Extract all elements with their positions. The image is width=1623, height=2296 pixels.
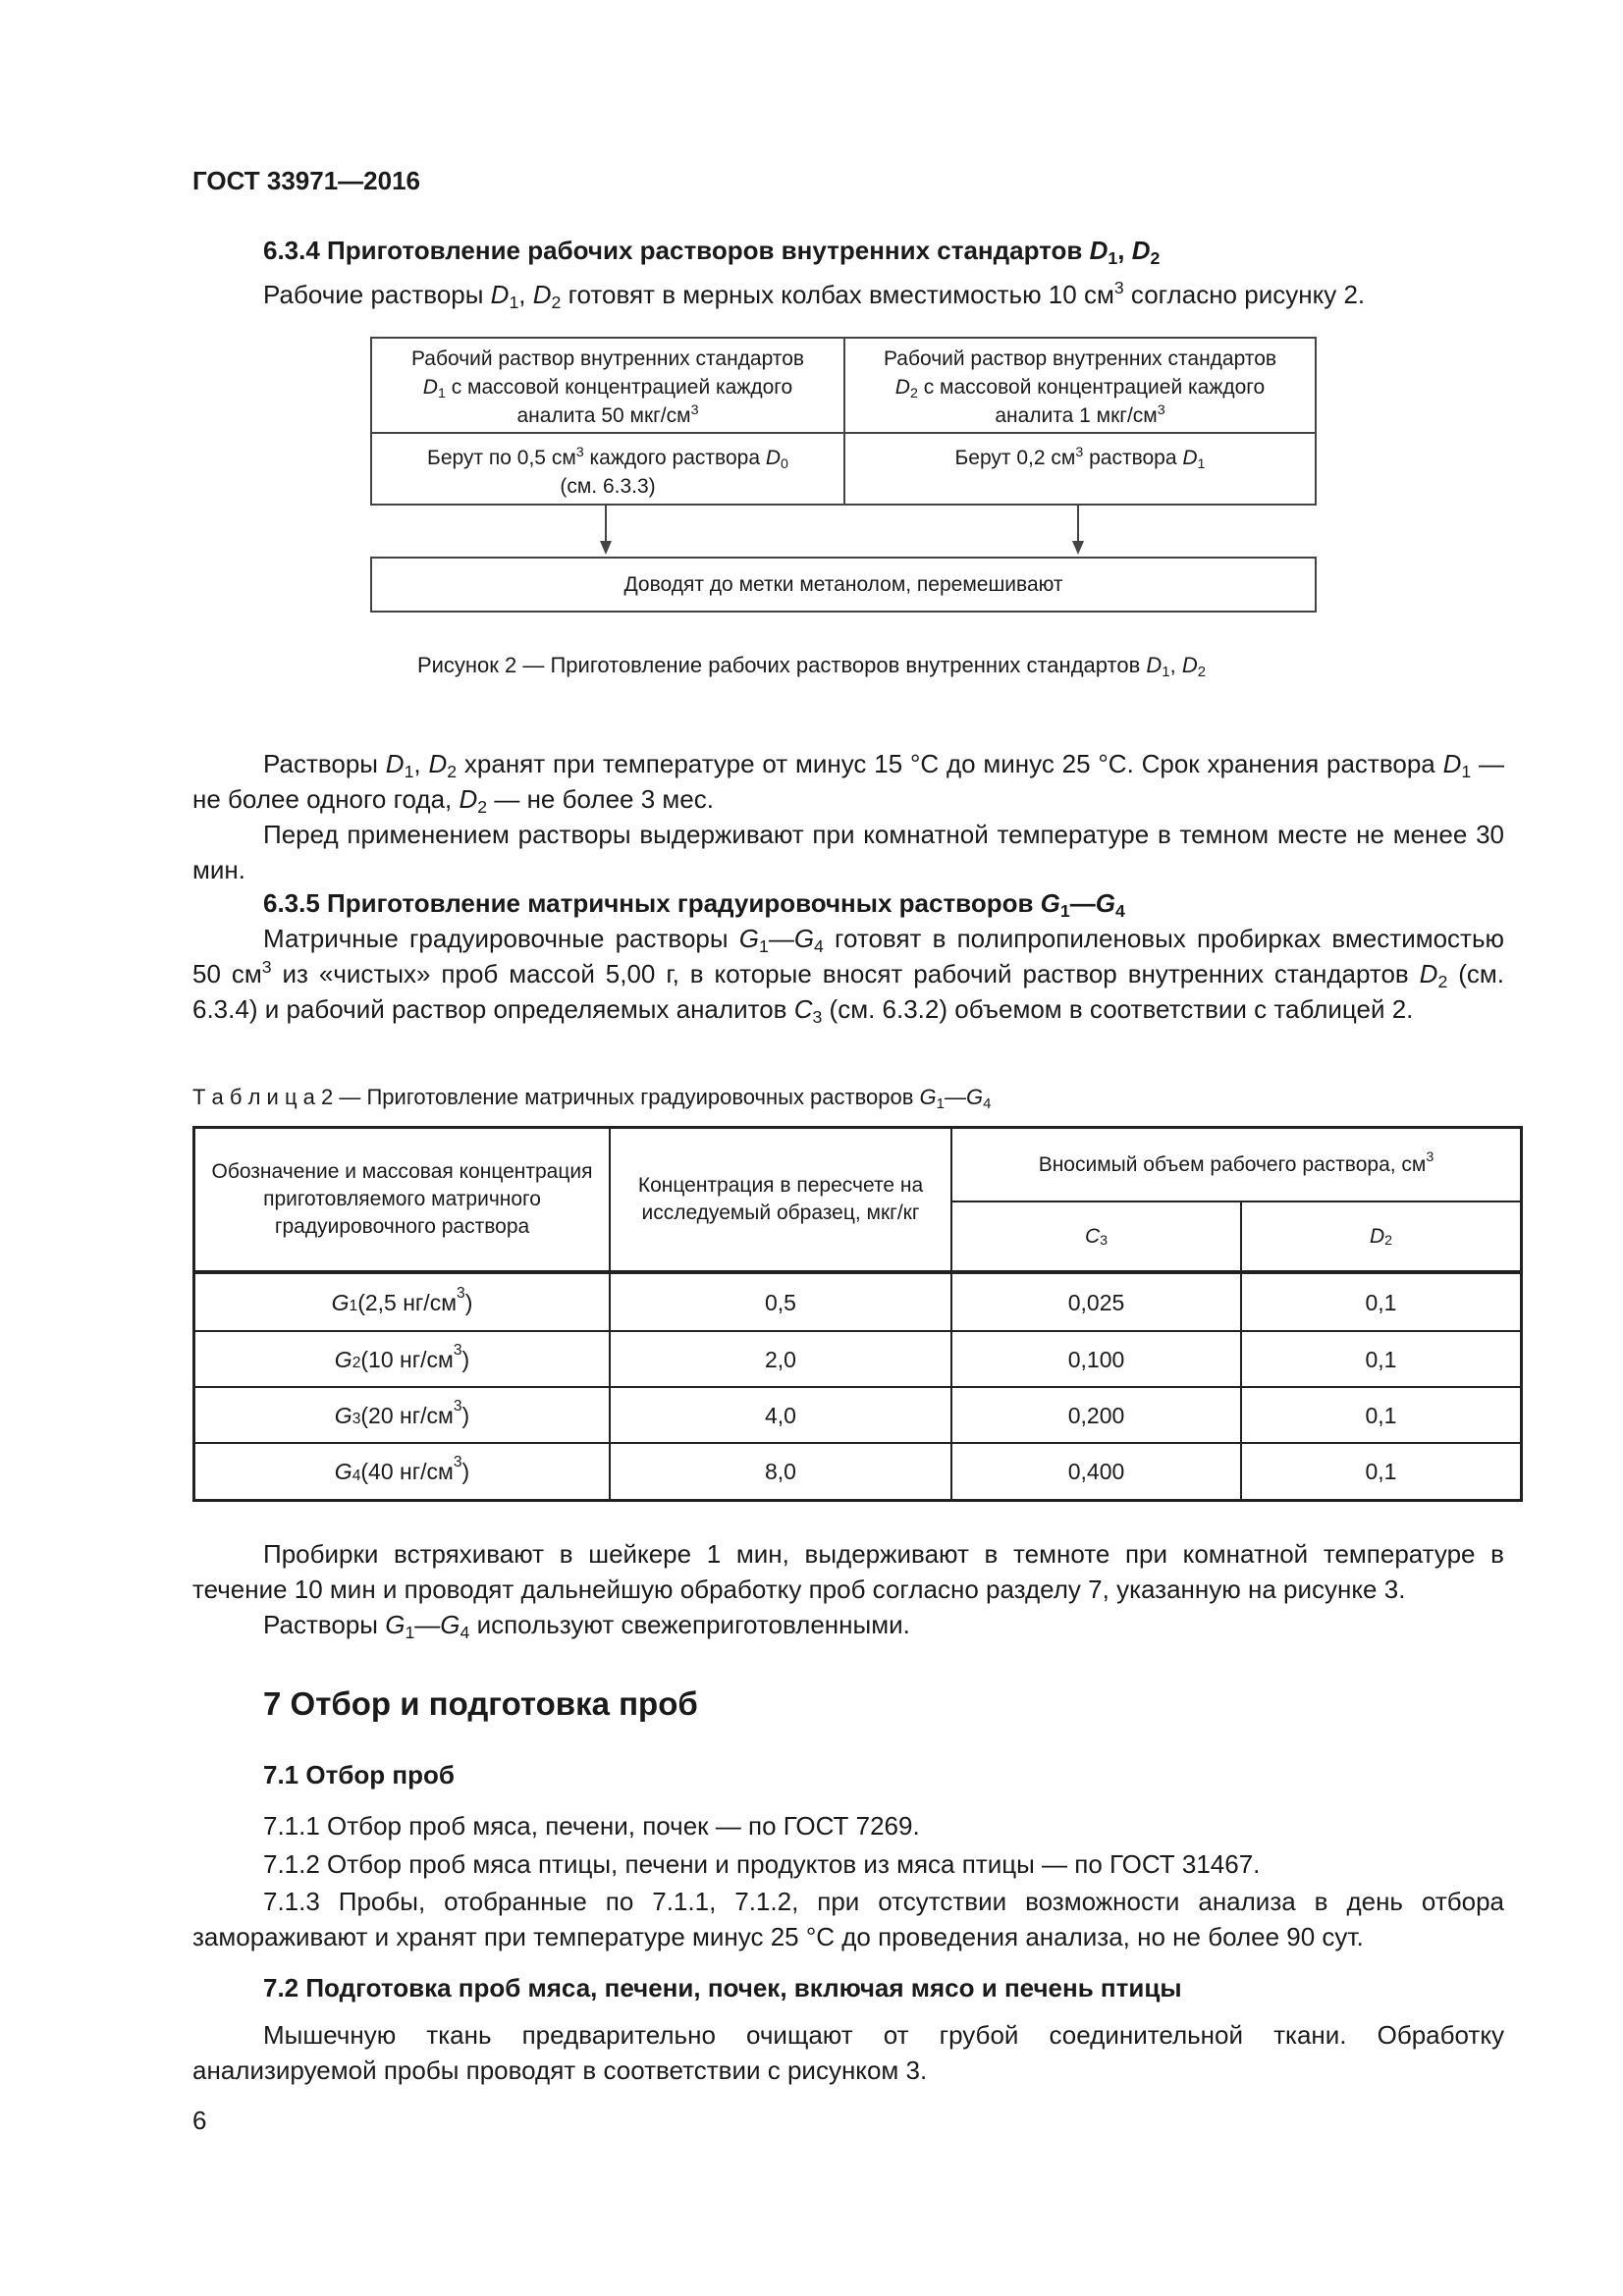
section-6-3-5-heading: 6.3.5 Приготовление матричных градуировочных растворов $G_1—G_4$ [263, 888, 1125, 922]
table-2-header-volume: Вносимый объем рабочего раствора, см $^3$ [1038, 1148, 1434, 1176]
paragraph-7-2: Мышечную ткань предварительно очищают от грубой соединительной ткани. Обработку анализируемой пробы проводят в соответствии с рисунком 3. [192, 2020, 1504, 2085]
section-7-2-heading: 7.2 Подготовка проб мяса, печени, почек, включая мясо и печень птицы [263, 1973, 1182, 2002]
table-2-header-sample-concentration: Концентрация в пересчете на исследуемый образец, мкг/кг [637, 1174, 924, 1224]
section-6-3-4-intro: Рабочие растворы $D_1$, $D_2$ готовят в мерных колбах вместимостью 10 $см^3$ согласно рисунку 2. [263, 278, 1366, 313]
figure-2-caption: Рисунок 2 — Приготовление рабочих растворов внутренних стандартов $D_1$, $D_2$ [416, 653, 1207, 681]
table-cell-d2: 0,1 [1365, 1402, 1397, 1428]
table-2-header-c3: C $_3$ [1084, 1224, 1109, 1249]
table-cell-c3: 0,200 [1067, 1402, 1125, 1428]
storage-paragraph-1: Растворы $D_1$, $D_2$ хранят при температуре от минус 15 °С до минус 25 °С. Срок хранения раствора $D_1$ — не более одного года, $D_2$ — не более 3 мес. [192, 749, 1505, 818]
storage-paragraph-2: Перед применением растворы выдерживают при комнатной температуре в темном месте не менее 30 мин. [192, 820, 1504, 884]
figure-2-left-header: Рабочий раствор внутренних стандартов $D_1$ с массовой концентрацией каждого аналита 50 мкг/$см^3$ [410, 347, 805, 427]
paragraph-7-1-2: 7.1.2 Отбор проб мяса птицы, печени и продуктов из мяса птицы — по ГОСТ 31467. [263, 1849, 1261, 1879]
page-number: 6 [192, 2106, 207, 2135]
table-cell-sample-conc: 2,0 [765, 1346, 796, 1372]
figure-2-left-step: Берут по 0,5 $см^3$ каждого раствора $D_0$ (см. 6.3.3) [427, 445, 788, 498]
table-row: G $_2$ (10 нг/см $^3$ ) [334, 1341, 470, 1372]
table-row: G $_1$ (2,5 нг/см $^3$ ) [331, 1284, 473, 1315]
left-arrow-head [600, 541, 612, 555]
section-7-heading: 7 Отбор и подготовка проб [263, 1685, 698, 1722]
figure-2-right-step: Берут 0,2 $см^3$ раствора $D_1$ [954, 445, 1206, 473]
figure-2-top-block [370, 337, 1317, 506]
table-cell-d2: 0,1 [1365, 1459, 1397, 1484]
paragraph-7-1-1: 7.1.1 Отбор проб мяса, печени, почек — по ГОСТ 7269. [263, 1811, 920, 1841]
figure-2-bottom-box: Доводят до метки метанолом, перемешивают [370, 557, 1317, 613]
table-cell-d2: 0,1 [1365, 1346, 1397, 1372]
table-cell-sample-conc: 0,5 [765, 1289, 796, 1315]
table-cell-c3: 0,400 [1067, 1459, 1125, 1484]
table-2-header-designation: Обозначение и массовая концентрация приготовляемого матричного градуировочного раствора [211, 1160, 593, 1238]
table-cell-sample-conc: 8,0 [765, 1459, 796, 1484]
after-table-paragraph-1: Пробирки встряхивают в шейкере 1 мин, выдерживают в темноте при комнатной температуре в течение 10 мин и проводят дальнейшую обработку проб согласно разделу 7, указанную на рисунке 3. [192, 1539, 1504, 1604]
table-cell-sample-conc: 4,0 [765, 1402, 796, 1428]
right-arrow-head [1072, 541, 1084, 555]
table-row: G $_3$ (20 нг/см $^3$ ) [334, 1397, 470, 1428]
table-cell-d2: 0,1 [1365, 1289, 1397, 1315]
section-6-3-4-heading: 6.3.4 Приготовление рабочих растворов внутренних стандартов $D_1$, $D_2$ [263, 236, 1161, 269]
table-cell-c3: 0,025 [1067, 1289, 1125, 1315]
document-code-header: ГОСТ 33971—2016 [192, 166, 420, 195]
table-cell-c3: 0,100 [1067, 1346, 1125, 1372]
section-6-3-5-paragraph: Матричные градуировочные растворы $G_1—G_4$ готовят в полипропиленовых пробирках вместимостью 50 $см^3$ из «чистых» проб массой 5,00 г, в которые вносят рабочий раствор внутренних стандартов $D_2$ (см. 6.3.4) и рабочий раствор определяемых аналитов $C_3$ (см. 6.3.2) объемом в соответствии с таблицей 2. [192, 924, 1505, 1028]
after-table-paragraph-2: Растворы $G_1—G_4$ используют свежеприготовленными. [263, 1610, 910, 1643]
table-2-header-d2: D $_2$ [1369, 1224, 1393, 1249]
table-2-caption: Т а б л и ц а 2 — Приготовление матричных градуировочных растворов $G_1—G_4$ [192, 1085, 992, 1113]
table-row: G $_4$ (40 нг/см $^3$ ) [334, 1454, 470, 1484]
table-2 [192, 1126, 1523, 1502]
figure-2-right-header: Рабочий раствор внутренних стандартов $D_2$ с массовой концентрацией каждого аналита 1 мкг/$см^3$ [883, 347, 1277, 427]
section-7-1-heading: 7.1 Отбор проб [263, 1760, 455, 1789]
paragraph-7-1-3: 7.1.3 Пробы, отобранные по 7.1.1, 7.1.2, при отсутствии возможности анализа в день отбора замораживают и хранят при температуре минус 25 °С до проведения анализа, но не более 90 сут. [192, 1887, 1504, 1951]
figure-2-arrows [370, 506, 1317, 557]
